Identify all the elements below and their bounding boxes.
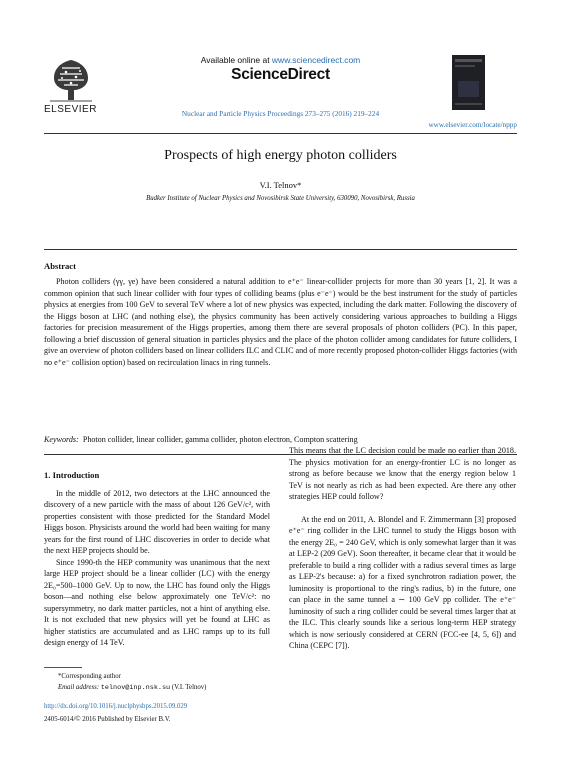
article-title: Prospects of high energy photon colliders <box>164 148 397 163</box>
keywords-label: Keywords: <box>44 435 79 444</box>
author-name: V.I. Telnov* <box>259 180 302 190</box>
doi-link[interactable]: http://dx.doi.org/10.1016/j.nuclphysbps.2015.09.029 <box>44 703 188 710</box>
author-affiliation: Budker Institute of Nuclear Physics and Novosibirsk State University, 630090, Novosibirsk, Russia <box>146 195 415 202</box>
abstract-heading: Abstract <box>44 261 76 271</box>
journal-reference[interactable]: Nuclear and Particle Physics Proceedings 273–275 (2016) 219–224 <box>181 109 380 118</box>
journal-cover-thumbnail <box>452 55 485 110</box>
journal-homepage-link[interactable]: www.elsevier.com/locate/nppp <box>428 121 517 129</box>
body-column-right <box>289 445 516 652</box>
footnote-divider <box>44 667 82 668</box>
publisher-name: ELSEVIER <box>44 104 97 115</box>
intro-paragraph-4: At the end on 2011, A. Blondel and F. Zimmermann [3] proposed e⁺e⁻ ring collider in the LHC tunnel to study the Higgs boson with the energy 2E₀ = 240 GeV, which is only somewhat larger than it was at LEP-2 (209 GeV). Soon thereafter, it became clear that it would be preferable to build a ring collider with a radius several times as large as LEP-2's because: a) for a fixed synchrotron radiation power, the luminosity is proportional to the ring's radius, b) in the future, one can place in the same tunnel a ∼ 100 GeV pp collider. The e⁺e⁻ luminosity of such a ring collider could be several times larger that at the ILC. This clearly sounds like a serious long-term HEP strategy which is now seriously considered at CERN (FCC-ee [4, 5, 6]) and China (CEPC [7]). <box>289 514 516 650</box>
sciencedirect-brand: ScienceDirect <box>231 66 330 83</box>
email-note <box>58 684 308 692</box>
issn-copyright: 2405-6014/© 2016 Published by Elsevier B.V. <box>44 716 171 723</box>
email-suffix: (V.I. Telnov) <box>170 684 207 691</box>
intro-paragraph-3: This means that the LC decision could be made no earlier than 2018. The physics motivation for an energy-frontier LC is no longer as strong as before because we know that the energy region below 1 TeV is not nearly as rich as had been expected. Are there any other strategies HEP could follow? <box>289 446 516 501</box>
email-address[interactable]: telnov@inp.nsk.su <box>100 684 171 692</box>
email-label: Email address: <box>58 684 100 691</box>
keywords-list: Photon collider, linear collider, gamma collider, photon electron, Compton scattering <box>82 435 358 444</box>
body-column-left <box>44 470 270 649</box>
availability-prefix: Available online at <box>200 55 272 65</box>
section-heading-introduction: 1. Introduction <box>44 470 100 480</box>
abstract-text: Photon colliders (γγ, γe) have been considered a natural addition to e⁺e⁻ linear-collider projects for more than 30 years [1, 2]. It was a common opinion that such linear collider with four types of colliding beams (plus e⁻e⁻) would be the best instrument for the study of particles physics at energies from 100 GeV to several TeV where a lot of new physics was expected, including the dark matter. Following the discovery of the Higgs boson at LHC (and nothing else), the physics community has been actively considering various approaches to building a Higgs factories for precision measurement of the Higgs properties, among them there are several proposals of photon colliders (PC). In this paper, following a brief discussion of general situation in particles physics and the place of the photon collider among candidates for future colliders, I give an overview of photon colliders based on linear colliders ILC and CLIC and of more recently proposed photon-collider Higgs factories (with no e⁺e⁻ collision option) based on recirculation linacs in ring tunnels. <box>44 277 517 367</box>
intro-paragraph-2: Since 1990-th the HEP community was unanimous that the next large HEP project should be a linear collider (LC) with the energy 2E₀=500–1000 GeV. Up to now, the LHC has found only the Higgs boson—and nothing else below approximately one TeV/c²: no supersymmetry, no dark matter particles, not a hint of anything else. It is not excluded that new physics will yet be found at LHC as higher statistics are accumulated and as LHC ramps up to its full design energy of 14 TeV. <box>44 557 270 647</box>
header-divider <box>44 133 517 134</box>
abstract-top-divider <box>44 249 517 250</box>
intro-paragraph-1: In the middle of 2012, two detectors at the LHC announced the discovery of a new particle with the mass of about 126 GeV/c², with properties consistent with those predicted for the Standard Model Higgs boson. Physicists around the world had been waiting for many years for the first round of LHC discoveries in order to decide what the next HEP projects should be. <box>44 488 270 555</box>
keywords-line <box>44 435 517 444</box>
corresponding-author-note: *Corresponding author <box>58 673 121 680</box>
sciencedirect-link[interactable]: www.sciencedirect.com <box>271 55 361 65</box>
